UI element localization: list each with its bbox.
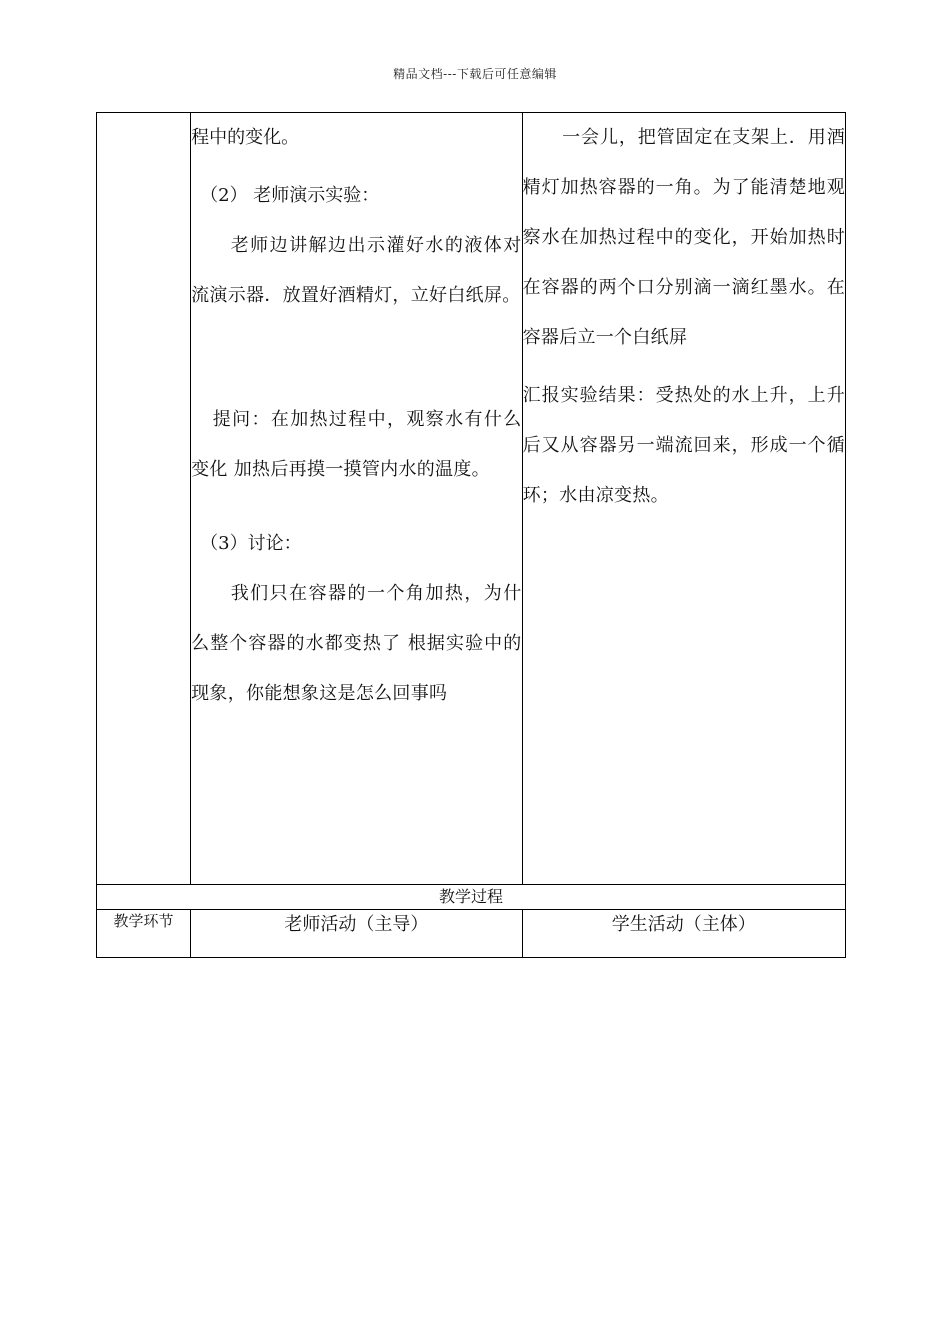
teacher-activity-cell xyxy=(191,113,522,885)
teacher-text-4: 提问：在加热过程中，观察水有什么变化 加热后再摸一摸管内水的温度。 xyxy=(191,409,522,480)
teacher-text-3: 老师边讲解边出示灌好水的液体对流演示器．放置好酒精灯，立好白纸屏。 xyxy=(191,235,522,306)
header-teacher: 老师活动（主导） xyxy=(191,910,522,958)
section-title: 教学过程 xyxy=(97,885,846,910)
teacher-text-6: 我们只在容器的一个角加热，为什么整个容器的水都变热了 根据实验中的现象，你能想象这是怎么回事吗 xyxy=(191,583,522,704)
teacher-text-1: 程中的变化。 xyxy=(191,127,300,148)
student-text-1: 一会儿，把管固定在支架上．用酒精灯加热容器的一角。为了能清楚地观察水在加热过程中的变化，开始加热时在容器的两个口分别滴一滴红墨水。在容器后立一个白纸屏 xyxy=(522,127,845,348)
stage-cell xyxy=(97,113,191,885)
teacher-text-5: （3）讨论： xyxy=(200,533,302,554)
teacher-text-2: （2） 老师演示实验： xyxy=(200,185,380,206)
header-stage: 教学环节 xyxy=(97,910,191,958)
student-text-2: 汇报实验结果：受热处的水上升，上升后又从容器另一端流回来，形成一个循环；水由凉变热。 xyxy=(522,385,845,506)
column-header-row xyxy=(97,910,846,958)
section-title-row xyxy=(97,885,846,910)
content-row xyxy=(97,113,846,885)
header-student: 学生活动（主体） xyxy=(522,910,845,958)
student-activity-cell xyxy=(522,113,845,885)
lesson-table xyxy=(96,112,846,958)
page-header: 精品文档---下载后可任意编辑 xyxy=(393,67,557,81)
